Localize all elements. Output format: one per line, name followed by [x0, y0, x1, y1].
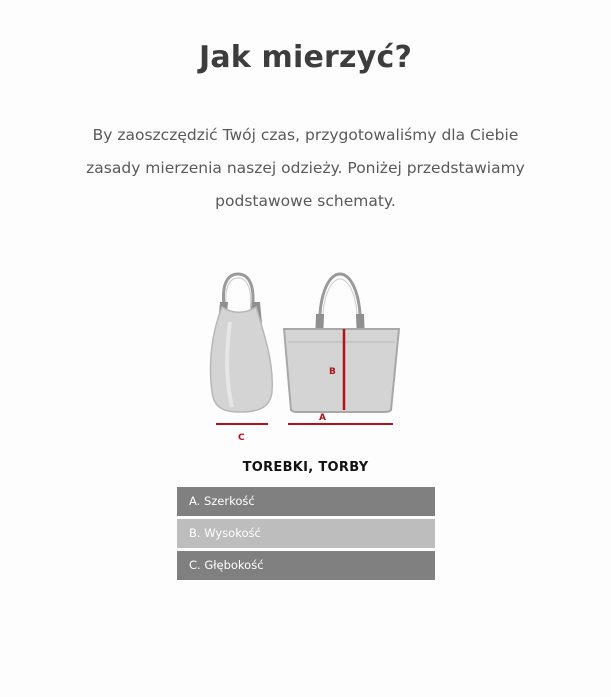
intro-line-2: zasady mierzenia naszej odzieży. Poniżej przedstawiamy [86, 159, 525, 177]
bag-front-view [284, 274, 399, 412]
marker-b: B [329, 367, 336, 377]
legend-item-depth: C. Głębokość [177, 551, 435, 580]
legend-item-width: A. Szerkość [177, 487, 435, 516]
legend-item-height: B. Wysokość [177, 519, 435, 548]
intro-text [85, 119, 526, 218]
marker-a: A [319, 413, 326, 423]
intro-line-3: podstawowe schematy. [215, 192, 396, 210]
section-label: TOREBKI, TORBY [242, 460, 369, 475]
marker-c: C [238, 433, 245, 443]
bag-measurement-diagram [200, 262, 412, 452]
page-title: Jak mierzyć? [198, 40, 413, 75]
bag-side-view [210, 274, 272, 412]
intro-line-1: By zaoszczędzić Twój czas, przygotowaliśmy dla Ciebie [92, 126, 519, 144]
measurement-legend [177, 487, 435, 583]
